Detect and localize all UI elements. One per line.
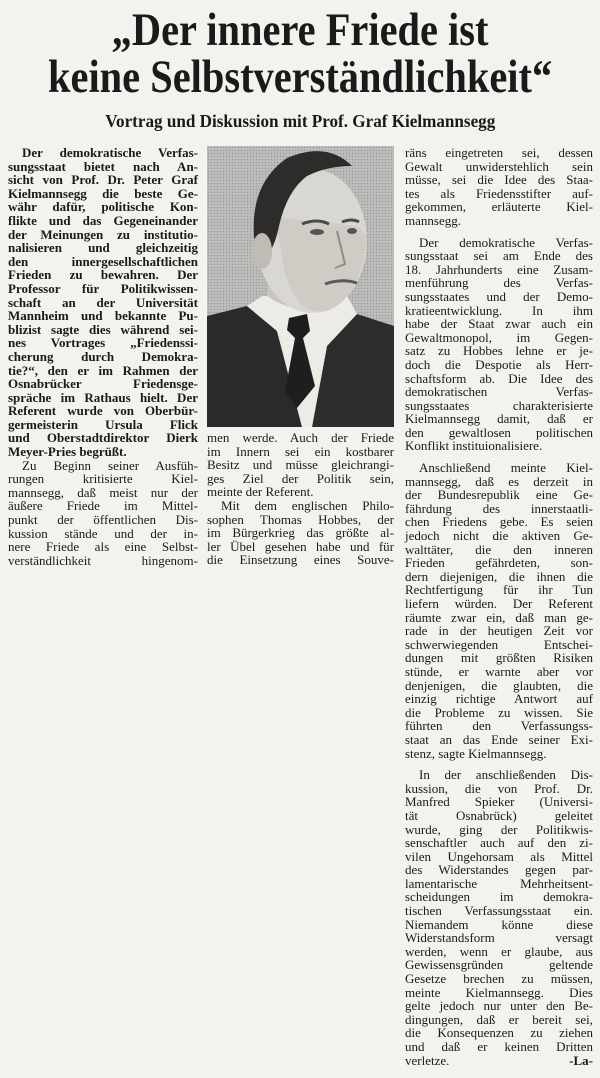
text-line: In der anschließenden Dis- xyxy=(419,767,593,783)
text-line: stünde, er warnte aber vor xyxy=(405,663,593,679)
text-line: kussion, die von Prof. Dr. xyxy=(405,780,593,796)
text-line: sungsstaates charakterisierte xyxy=(405,397,593,413)
text-line: mannsegg. xyxy=(405,212,461,228)
text-line: mannsegg, daß meist nur der xyxy=(8,484,198,500)
text-line: Rechtfertigung für ihr Tun xyxy=(405,582,593,598)
text-line: die Einsetzung eines Souve- xyxy=(207,552,394,568)
text-line: nes Vortrages „Friedenssi- xyxy=(8,335,198,351)
text-line: Osnabrücker Friedensge- xyxy=(8,376,198,392)
text-line: den innergesellschaftlichen xyxy=(8,253,198,269)
text-line: schaft an der Universität xyxy=(8,294,198,310)
text-line: chen Friedens gebe. Es seien xyxy=(405,514,593,530)
text-line: Gewalt unwiderstehlich sein xyxy=(405,158,593,174)
text-line: und Oberstadtdirektor Dierk xyxy=(8,430,198,446)
text-line: den gewaltlosen politischen xyxy=(405,424,593,440)
text-line: nalisieren und gleichzeitig xyxy=(8,240,198,256)
text-line: räns eingetreten sei, dessen xyxy=(405,145,593,160)
text-line: walttäter, die den inneren xyxy=(405,541,593,557)
text-line: sungsstaat sei am Ende des xyxy=(405,248,593,264)
text-line: doch die Despotie als Herr- xyxy=(405,356,593,372)
text-line: nere Friede als eine Selbst- xyxy=(8,539,198,555)
text-line: Der demokratische Verfas- xyxy=(22,145,198,160)
text-line: flikte und das Gegeneinander xyxy=(8,212,198,228)
text-line: Manfred Spieker (Universi- xyxy=(405,794,593,810)
subheadline-text: Vortrag und Diskussion mit Prof. Graf Kielmannsegg xyxy=(104,111,496,131)
text-line: cherung durch Demokra- xyxy=(8,348,198,364)
text-line: Der demokratische Verfas- xyxy=(419,234,593,250)
text-line: des Widerstandes gegen par- xyxy=(405,862,593,878)
headline-text-2: keine Selbstverständlichkeit“ xyxy=(47,51,553,103)
text-line: denjenigen, die glaubten, die xyxy=(405,677,593,693)
article-paragraph xyxy=(8,146,198,459)
text-line: Frieden gefährdeten, son- xyxy=(405,555,593,571)
text-line: Meyer-Pries begrüßt. xyxy=(8,444,127,460)
article-paragraph xyxy=(405,236,593,454)
author-signature: -La- xyxy=(569,1052,593,1068)
subheadline xyxy=(0,110,600,132)
text-line: tes als Friedensstifter auf- xyxy=(405,185,593,201)
text-line: Kielmannsegg die beste Ge- xyxy=(8,185,198,201)
text-line: Anschließend meinte Kiel- xyxy=(419,460,593,476)
text-line: menführung des Verfas- xyxy=(405,275,593,291)
text-line: jedoch nicht die aktiven Ge- xyxy=(405,528,593,544)
article-column-2 xyxy=(207,431,394,567)
text-line: dern diejenigen, die ihnen die xyxy=(405,568,593,584)
text-line: Konflikt instituionalisiere. xyxy=(405,438,543,454)
text-line: gekommen, erläuterte Kiel- xyxy=(405,199,593,215)
text-line: kussion stände und der in- xyxy=(8,525,198,541)
article-paragraph xyxy=(8,459,198,568)
headline-line-1 xyxy=(0,4,600,56)
text-line: tischen Verfassungsstaat ein. xyxy=(405,903,593,919)
text-line: Mannheim und bekannte Pu- xyxy=(8,308,198,324)
text-line: spräche im Rathaus hielt. Der xyxy=(8,389,198,405)
text-line: Gewissensgründen geltende xyxy=(405,957,593,973)
text-line: wurde, ging der Politikwis- xyxy=(405,821,593,837)
text-line: tät Osnabrück) geleitet xyxy=(405,807,593,823)
headline-text-1: „Der innere Friede ist xyxy=(111,4,489,56)
text-line: meinte der Referent. xyxy=(207,484,314,500)
text-line: Referent wurde von Oberbür- xyxy=(8,403,198,419)
text-line: werden, wenn er glaube, aus xyxy=(405,943,593,959)
text-line: dungen mit größten Risiken xyxy=(405,650,593,666)
text-line: und daß er keinen Dritten xyxy=(405,1039,593,1054)
text-line: habe der Staat zwar auch ein xyxy=(405,316,593,332)
text-line: rungen kritisierte Kiel- xyxy=(8,471,198,487)
text-line: schaftsform ab. Die Idee des xyxy=(405,370,593,386)
text-line: Gesetze brechen zu müssen, xyxy=(405,971,593,987)
text-line: räumte zwar ein, daß man ge- xyxy=(405,609,593,625)
text-line: Mit dem englischen Philo- xyxy=(221,497,394,513)
text-line: kratieentwicklung. In ihm xyxy=(405,302,593,318)
article-column-3 xyxy=(405,146,593,1067)
text-line: führten den Verfassungss- xyxy=(405,718,593,734)
text-line: die Probleme zu wissen. Sie xyxy=(405,704,593,720)
text-line: ler Übel gesehen habe und für xyxy=(207,538,394,554)
text-line: mannsegg, daß es derzeit in xyxy=(405,473,593,489)
text-line: ges Ziel der Politik sein, xyxy=(207,470,394,486)
text-line: vilen Ungehorsam als Mittel xyxy=(405,848,593,864)
text-line: sungsstaates und der Demo- xyxy=(405,288,593,304)
text-line: währ dafür, politische Kon- xyxy=(8,199,198,215)
text-line: rade in der heutigen Zeit vor xyxy=(405,623,593,639)
text-line: gelte jedoch nur unter den Be- xyxy=(405,998,593,1014)
article-paragraph xyxy=(405,768,593,1067)
text-line: die Konsequenzen zu ziehen xyxy=(405,1025,593,1041)
headline-line-2 xyxy=(0,51,600,103)
text-line: sicht von Prof. Dr. Peter Graf xyxy=(8,172,198,188)
text-line: Gewaltmonopol, im Gegen- xyxy=(405,329,593,345)
text-line: scheidungen im demokra- xyxy=(405,889,593,905)
text-line: 18. Jahrhunderts eine Zusam- xyxy=(405,261,593,277)
text-line: men werde. Auch der Friede xyxy=(207,430,394,445)
text-line: im Innern sei ein kostbarer xyxy=(207,443,394,459)
article-paragraph xyxy=(207,431,394,499)
text-line: tie?“, den er im Rahmen der xyxy=(8,362,198,378)
text-line: verständlichkeit hingenom- xyxy=(8,552,198,568)
text-line: Zu Beginn seiner Ausfüh- xyxy=(22,457,198,473)
text-line: Professor für Politikwissen- xyxy=(8,280,198,296)
article-paragraph xyxy=(405,461,593,760)
text-fragment: verletze. xyxy=(405,1052,450,1068)
text-line: äußere Friede im Mittel- xyxy=(8,498,198,514)
text-line: germeisterin Ursula Flick xyxy=(8,416,198,432)
text-line: Besitz und müsse gleichrangi- xyxy=(207,457,394,473)
text-line: stenz, sagte Kielmannsegg. xyxy=(405,745,547,761)
text-line: liefern würden. Der Referent xyxy=(405,596,593,611)
text-line: der Meinungen zu institutio- xyxy=(8,226,198,242)
text-line: demokratischen Verfas- xyxy=(405,384,593,400)
portrait-photo-icon xyxy=(207,146,394,427)
text-line: staat an das Ende seiner Exi- xyxy=(405,731,593,747)
text-line: sungsstaat bietet nach An- xyxy=(8,158,198,174)
article-paragraph xyxy=(207,499,394,567)
text-line: meinte Kielmannsegg. Dies xyxy=(405,984,593,1000)
text-line: der Bundesrepublik eine Ge- xyxy=(405,487,593,503)
article-paragraph xyxy=(405,146,593,228)
text-line: lamentarische Mehrheitsent- xyxy=(405,875,593,891)
text-line: schwerwiegenden Entschei- xyxy=(405,636,593,652)
text-line: satz zu Hobbes lehne er je- xyxy=(405,343,593,359)
text-line: einzig richtige Antwort auf xyxy=(405,691,593,707)
text-line: müsse, sei die Idee des Staa- xyxy=(405,172,593,188)
text-line: senschaftler auch auf den zi- xyxy=(405,835,593,851)
text-line: Widerstandsform versagt xyxy=(405,930,593,946)
text-line: blizist sagte dies während sei- xyxy=(8,321,198,337)
text-line: im Bürgerkrieg das größte al- xyxy=(207,525,394,541)
author-signature-line xyxy=(405,1054,593,1068)
text-line: dingungen, daß er bereit sei, xyxy=(405,1011,593,1027)
text-line: punkt der öffentlichen Dis- xyxy=(8,512,198,528)
text-line: Niemandem könne diese xyxy=(405,916,593,932)
text-line: Frieden zu bewahren. Der xyxy=(8,267,198,283)
portrait-photo xyxy=(207,146,394,427)
text-line: Kielmannsegg damit, daß er xyxy=(405,411,593,427)
text-line: sophen Thomas Hobbes, der xyxy=(207,511,394,527)
article-column-1 xyxy=(8,146,198,567)
text-line: fährdung des innerstaatli- xyxy=(405,500,593,516)
